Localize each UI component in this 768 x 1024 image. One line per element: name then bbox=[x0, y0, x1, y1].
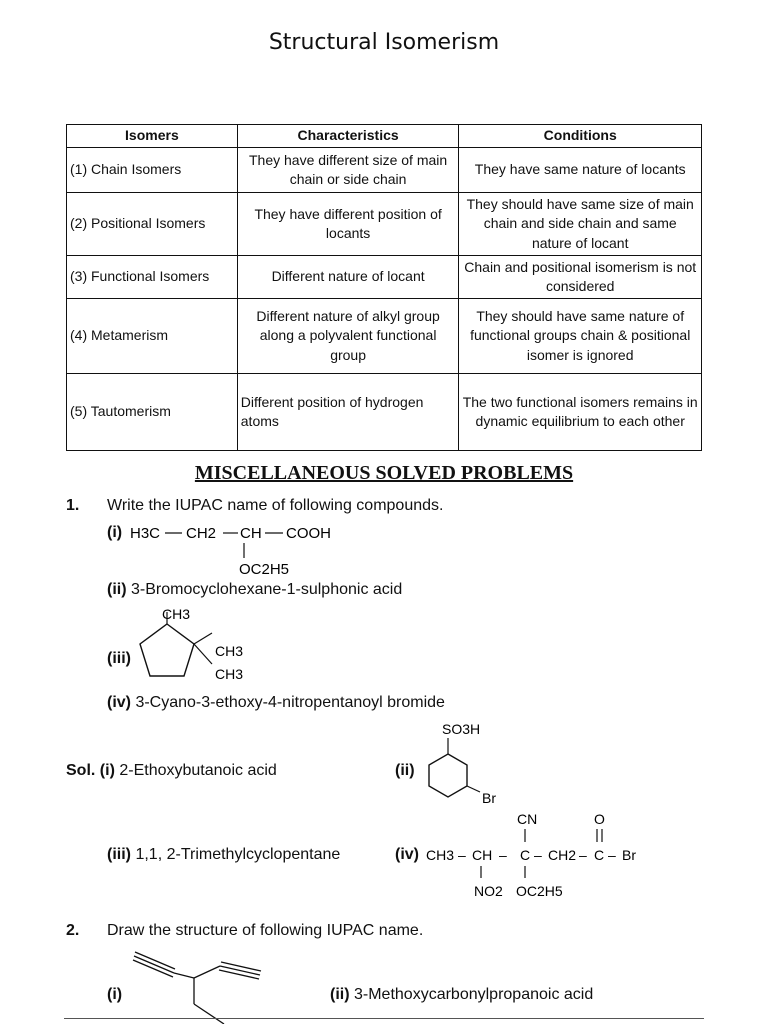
formula-text: Br bbox=[622, 847, 636, 863]
conditions-cell: They should have same size of main chain and side chain and same nature of locant bbox=[459, 193, 702, 256]
column-header: Conditions bbox=[459, 125, 702, 148]
formula-text: CH2 bbox=[548, 847, 577, 863]
svg-text:–: – bbox=[458, 847, 466, 863]
svg-text:–: – bbox=[534, 847, 542, 863]
table-header-row bbox=[67, 125, 702, 148]
isomer-cell: (4) Metamerism bbox=[67, 299, 238, 374]
item-label: (iv) bbox=[107, 694, 131, 711]
item-text: 1,1, 2-Trimethylcyclopentane bbox=[135, 846, 341, 863]
isomer-cell: (3) Functional Isomers bbox=[67, 256, 238, 299]
page-title: Structural Isomerism bbox=[268, 30, 500, 55]
section-heading: MISCELLANEOUS SOLVED PROBLEMS bbox=[194, 462, 574, 484]
solution-item bbox=[107, 846, 340, 864]
table-row bbox=[67, 374, 702, 451]
item-label: (iv) bbox=[395, 846, 419, 863]
item-text: 2-Ethoxybutanoic acid bbox=[119, 762, 277, 779]
cyclopentane-structure bbox=[135, 602, 265, 694]
item-text: 3-Bromocyclohexane-1-sulphonic acid bbox=[131, 581, 403, 598]
characteristics-cell: They have different position of locants bbox=[237, 193, 459, 256]
formula-text: C bbox=[594, 847, 605, 863]
formula-text: CN bbox=[517, 811, 538, 827]
diyne-structure bbox=[128, 944, 268, 1024]
svg-text:–: – bbox=[579, 847, 587, 863]
formula-text: C bbox=[520, 847, 531, 863]
bromo-label: Br bbox=[482, 790, 496, 806]
problem-item bbox=[107, 581, 402, 599]
formula-text: H3C bbox=[130, 525, 161, 542]
page-divider bbox=[64, 1018, 704, 1019]
formula-text: CH2 bbox=[186, 525, 217, 542]
isomer-cell: (2) Positional Isomers bbox=[67, 193, 238, 256]
formula-text: CH3 bbox=[426, 847, 455, 863]
item-label: (ii) bbox=[107, 581, 127, 598]
formula-text: O bbox=[594, 811, 605, 827]
table-row bbox=[67, 148, 702, 193]
svg-text:–: – bbox=[608, 847, 616, 863]
item-label: (iii) bbox=[107, 846, 131, 863]
item-text: 3-Methoxycarbonylpropanoic acid bbox=[354, 986, 594, 1003]
formula-iv bbox=[424, 806, 644, 906]
formula-text: CH bbox=[240, 525, 262, 542]
solution-label: Sol. bbox=[66, 762, 96, 779]
item-label: (ii) bbox=[395, 762, 415, 779]
isomer-cell: (5) Tautomerism bbox=[67, 374, 238, 451]
characteristics-cell: They have different size of main chain or side chain bbox=[237, 148, 459, 193]
methyl-label: CH3 bbox=[162, 606, 191, 622]
problem-item bbox=[107, 694, 445, 712]
cyclohexane-structure bbox=[422, 716, 512, 806]
item-label: (iii) bbox=[107, 650, 131, 667]
isomer-cell: (1) Chain Isomers bbox=[67, 148, 238, 193]
svg-text:–: – bbox=[499, 847, 507, 863]
table-row bbox=[67, 193, 702, 256]
methyl-label: CH3 bbox=[215, 666, 244, 682]
formula-text: OC2H5 bbox=[239, 561, 290, 578]
formula-i bbox=[128, 518, 358, 582]
column-header: Isomers bbox=[67, 125, 238, 148]
characteristics-cell: Different position of hydrogen atoms bbox=[237, 374, 459, 451]
item-label: (i) bbox=[99, 762, 115, 779]
conditions-cell: They should have same nature of functional groups chain & positional isomer is ignored bbox=[459, 299, 702, 374]
problem-number: 2. bbox=[66, 922, 80, 939]
conditions-cell: The two functional isomers remains in dynamic equilibrium to each other bbox=[459, 374, 702, 451]
problem-number: 1. bbox=[66, 497, 80, 514]
column-header: Characteristics bbox=[237, 125, 459, 148]
problem-question: Draw the structure of following IUPAC name. bbox=[107, 922, 424, 939]
item-text: 3-Cyano-3-ethoxy-4-nitropentanoyl bromide bbox=[135, 694, 445, 711]
formula-text: CH bbox=[472, 847, 493, 863]
solution-line bbox=[66, 762, 277, 780]
problem-item bbox=[330, 986, 593, 1004]
item-label: (i) bbox=[107, 524, 123, 541]
conditions-cell: Chain and positional isomerism is not considered bbox=[459, 256, 702, 299]
formula-text: NO2 bbox=[474, 883, 503, 899]
problem-question: Write the IUPAC name of following compounds. bbox=[107, 497, 444, 514]
formula-text: COOH bbox=[286, 525, 331, 542]
characteristics-cell: Different nature of locant bbox=[237, 256, 459, 299]
isomer-table bbox=[66, 124, 702, 451]
formula-text: OC2H5 bbox=[516, 883, 563, 899]
methyl-label: CH3 bbox=[215, 643, 244, 659]
table-row bbox=[67, 299, 702, 374]
item-label: (i) bbox=[107, 986, 123, 1003]
sulphonic-label: SO3H bbox=[442, 721, 481, 737]
characteristics-cell: Different nature of alkyl group along a polyvalent functional group bbox=[237, 299, 459, 374]
conditions-cell: They have same nature of locants bbox=[459, 148, 702, 193]
table-row bbox=[67, 256, 702, 299]
item-label: (ii) bbox=[330, 986, 350, 1003]
